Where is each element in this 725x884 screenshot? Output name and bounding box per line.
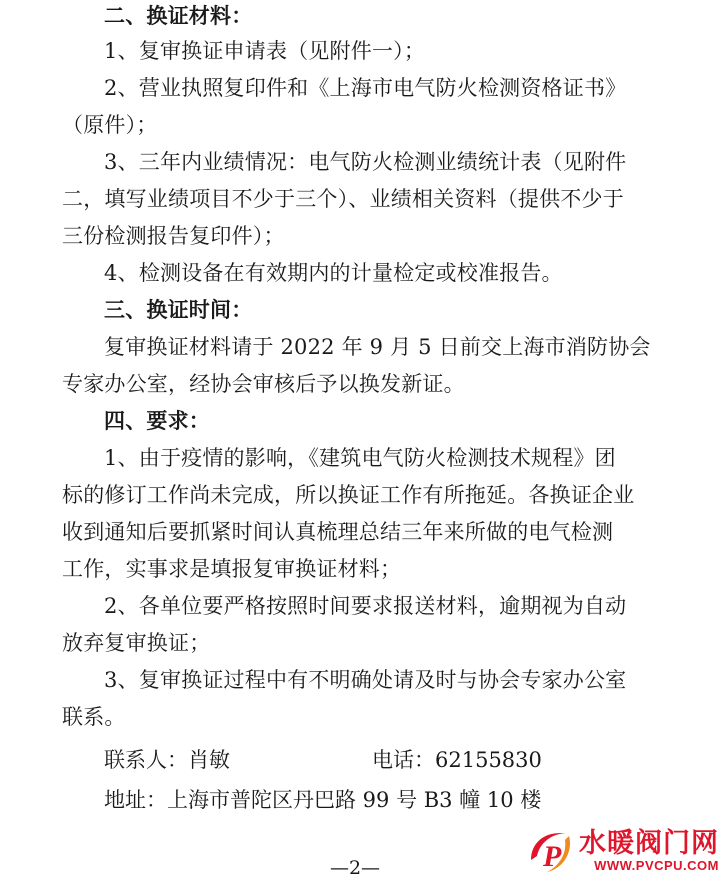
paragraph-line: （原件）； [62, 113, 158, 137]
paragraph-line: 二，填写业绩项目不少于三个）、业绩相关资料（提供不少于 [62, 187, 624, 211]
paragraph-line: 4、检测设备在有效期内的计量检定或校准报告。 [104, 261, 563, 285]
paragraph-line: 工作，实事求是填报复审换证材料； [62, 557, 402, 581]
page-number: —2— [329, 857, 381, 879]
paragraph-line: 专家办公室，经协会审核后予以换发新证。 [62, 372, 465, 396]
paragraph-line: 3、复审换证过程中有不明确处请及时与协会专家办公室 [104, 668, 627, 692]
watermark-site-url: WWW.PVCPU.COM [594, 858, 719, 873]
paragraph-line: 放弃复审换证； [62, 631, 211, 655]
paragraph-line: 2、营业执照复印件和《上海市电气防火检测资格证书》 [104, 76, 627, 100]
paragraph-line: 2、各单位要严格按照时间要求报送材料，逾期视为自动 [104, 594, 627, 618]
paragraph-line: 1、由于疫情的影响，《建筑电气防火检测技术规程》团 [104, 446, 616, 470]
paragraph-line: 联系。 [62, 705, 126, 729]
paragraph-line: 3、三年内业绩情况：电气防火检测业绩统计表（见附件 [104, 150, 627, 174]
paragraph-line: 标的修订工作尚未完成，所以换证工作有所拖延。各换证企业 [62, 483, 635, 507]
contact-address: 地址：上海市普陀区丹巴路 99 号 B3 幢 10 楼 [104, 788, 542, 812]
paragraph-line: 1、复审换证申请表（见附件一）； [104, 39, 426, 63]
paragraph-line: 三份检测报告复印件）； [62, 224, 285, 248]
contact-person: 联系人：肖敏 [104, 748, 230, 772]
watermark-site-name: 水暖阀门网 [579, 828, 719, 859]
section-heading-requirements: 四、要求： [104, 408, 210, 433]
contact-phone: 电话：62155830 [372, 748, 542, 772]
site-logo-icon [525, 826, 575, 876]
paragraph-line: 收到通知后要抓紧时间认真梳理总结三年来所做的电气检测 [62, 520, 614, 544]
section-heading-materials: 二、换证材料： [104, 3, 253, 28]
paragraph-line: 复审换证材料请于 2022 年 9 月 5 日前交上海市消防协会 [104, 335, 651, 359]
site-watermark [525, 826, 719, 876]
section-heading-time: 三、换证时间： [104, 297, 253, 322]
logo-letter: P [543, 840, 562, 873]
